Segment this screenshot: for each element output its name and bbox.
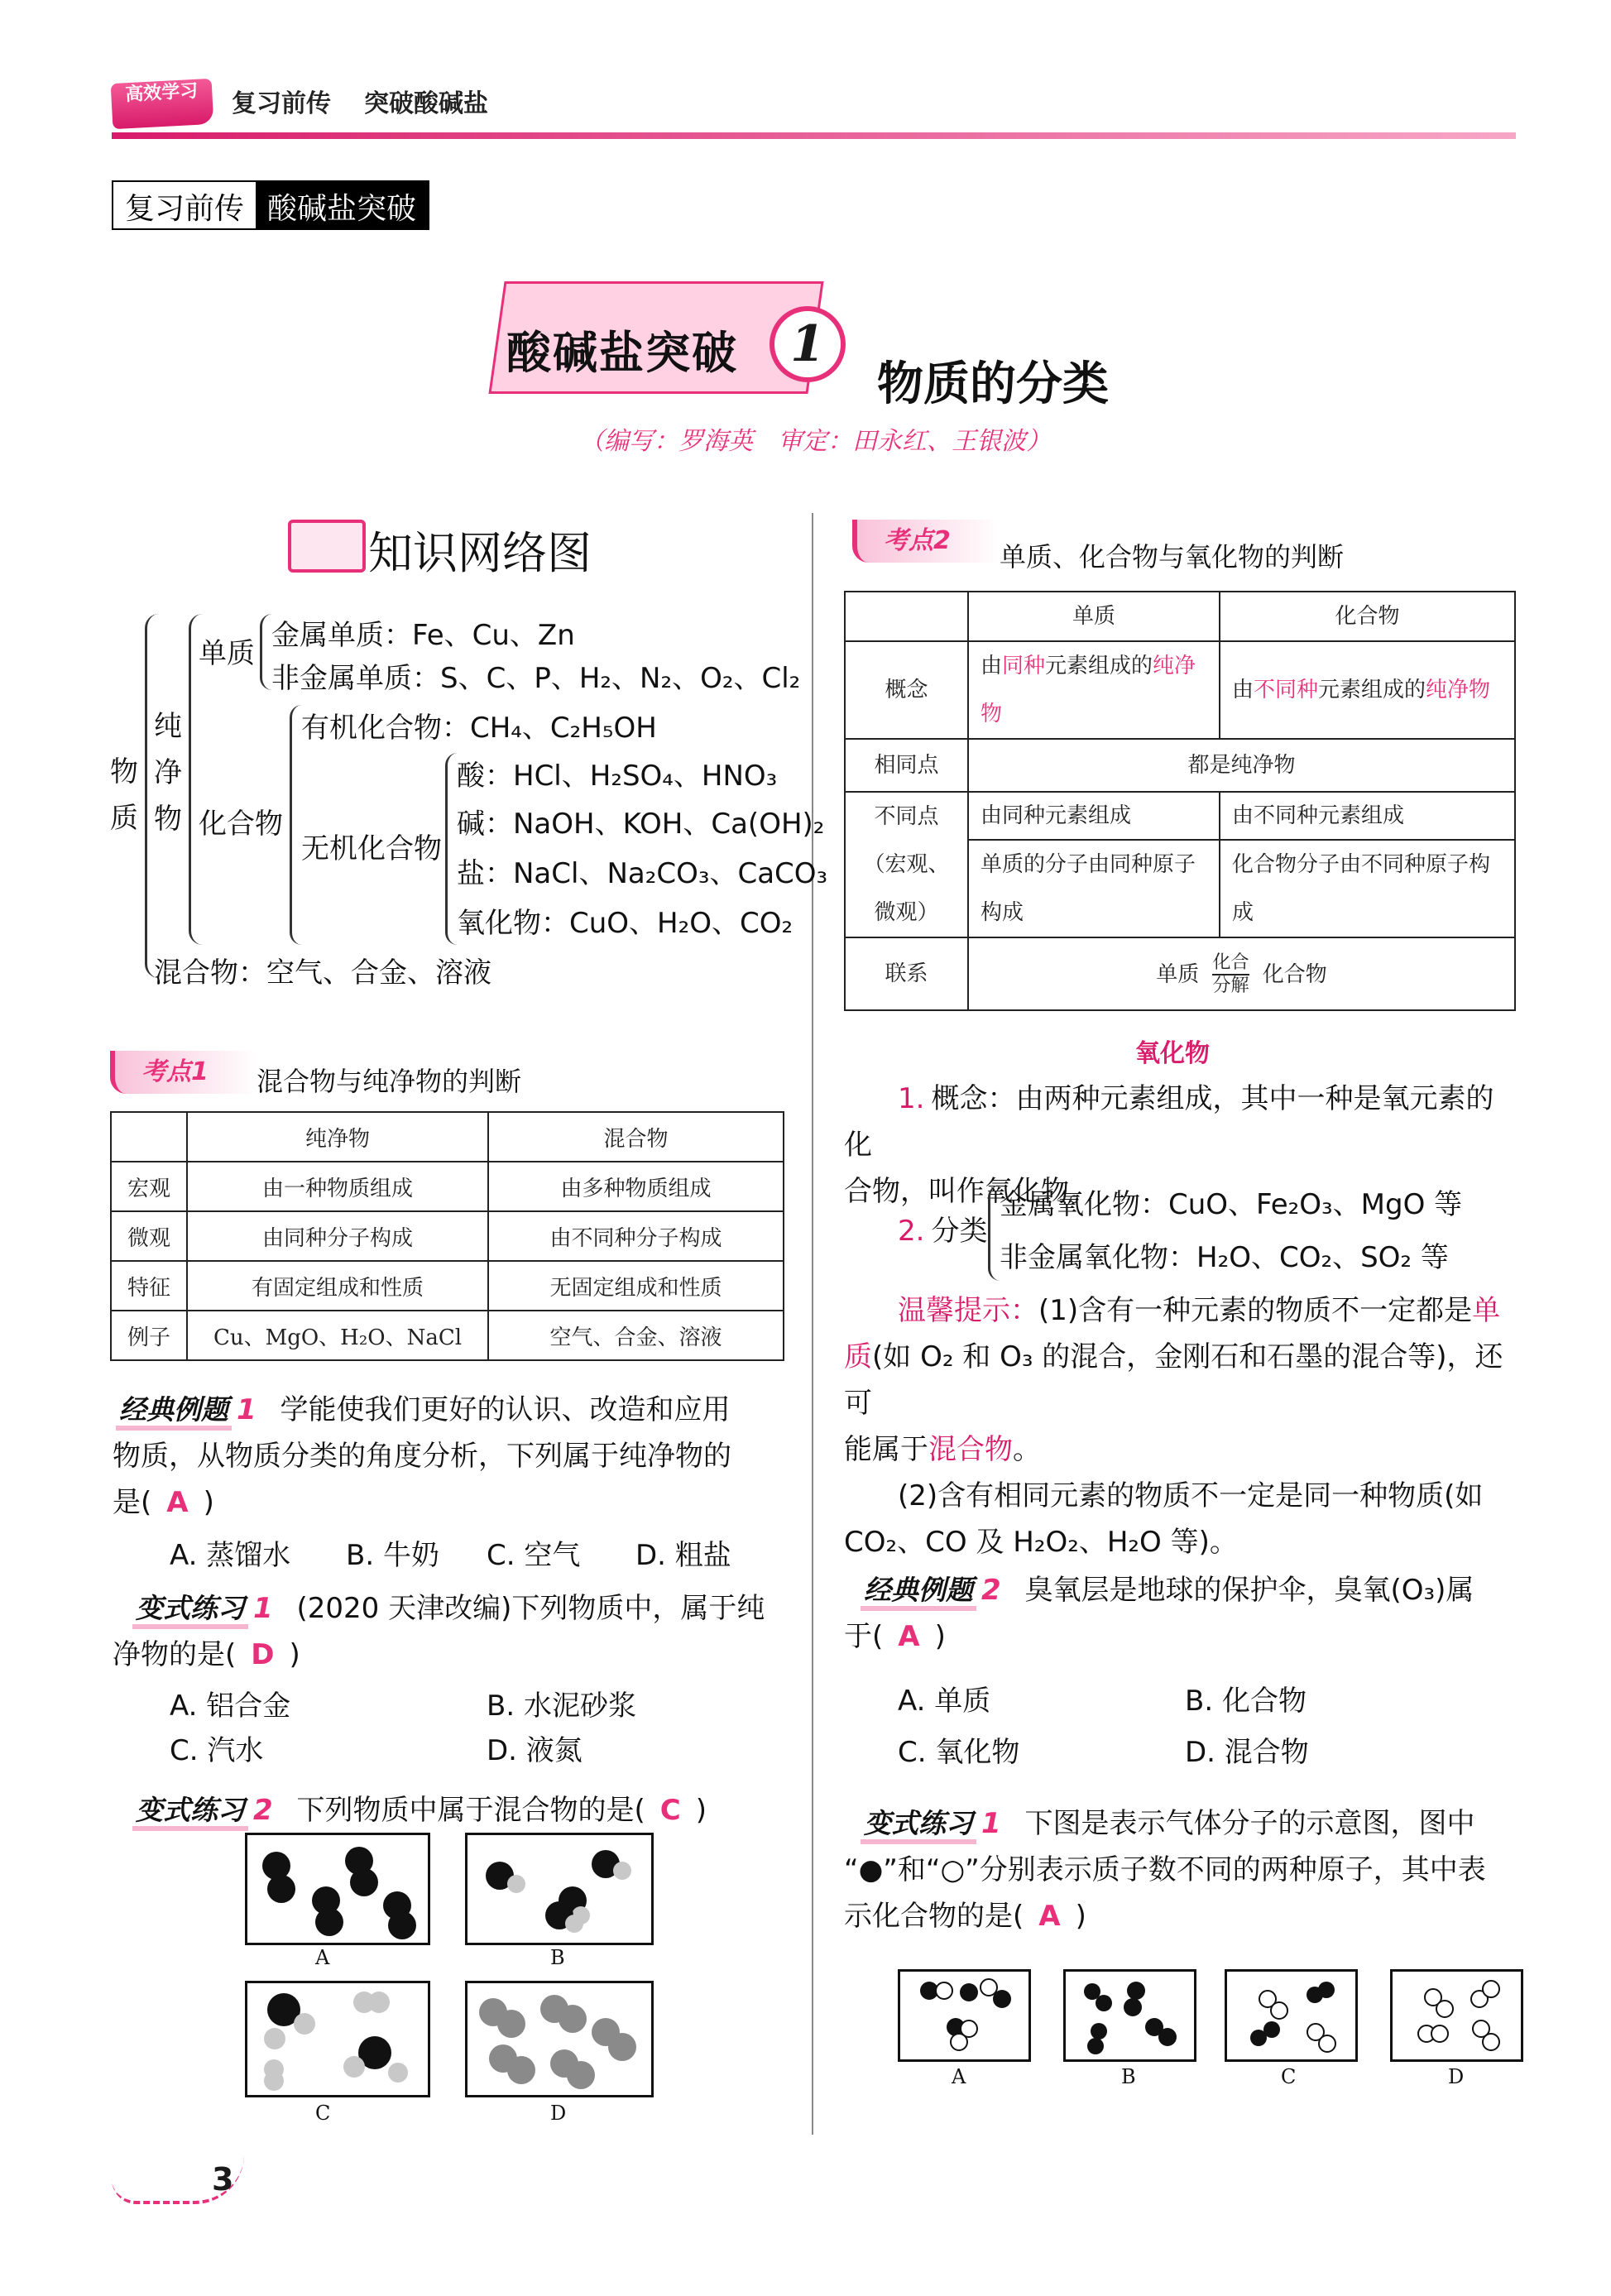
black-atom (1263, 2021, 1280, 2038)
km-brace-compound (290, 705, 302, 945)
practice2-label-b: B (550, 1946, 565, 1969)
concept-text: 元素组成的 (1045, 654, 1153, 678)
black-atom (350, 1868, 378, 1896)
oxide-tip (844, 1287, 1518, 1565)
oxide-classify (898, 1208, 987, 1254)
example2-stem2b: ) (934, 1620, 946, 1653)
table-row (111, 1211, 784, 1261)
km-base: 碱：NaOH、KOH、Ca(OH)₂ (457, 808, 825, 841)
white-atom (1431, 2025, 1449, 2043)
tip-2b: (如 O₂ 和 O₃ 的混合，金刚石和石墨的混合等)，还可 (844, 1340, 1503, 1420)
practice2-box-a (245, 1833, 430, 1945)
example1-stem3a: 是( (113, 1486, 152, 1519)
km-pure: 纯净物 (154, 710, 182, 836)
example1-tag: 经典例题 (116, 1393, 232, 1431)
table-cell (111, 1112, 187, 1162)
practice3-box-c (1225, 1969, 1358, 2062)
concept-text: 元素组成的 (1318, 678, 1426, 702)
example2-num: 2 (981, 1574, 1001, 1607)
table-row (111, 1311, 784, 1360)
km-brace-simple (260, 614, 272, 690)
example1-option-a: A. 蒸馏水 (170, 1539, 291, 1572)
oxide-p1-a: 概念：由两种元素组成，其中一种是氧元素的化 (844, 1082, 1494, 1162)
example1-stem1: 学能使我们更好的认识、改造和应用 (280, 1393, 731, 1426)
example1-option-d: D. 粗盐 (635, 1539, 731, 1572)
table-cell: 宏观 (111, 1162, 187, 1211)
link-left: 单质 (1156, 961, 1200, 987)
practice2-label-a: A (315, 1946, 330, 1969)
grey-atom (294, 2013, 315, 2035)
km-mixture: 混合物：空气、合金、溶液 (154, 956, 491, 990)
table-cell: 单质的分子由同种原子构成 (968, 840, 1220, 937)
table-cell: 不同点（宏观、微观） (845, 792, 968, 937)
table-row (845, 792, 1515, 840)
oxide-brace (988, 1185, 1000, 1281)
header-crumb-1: 复习前传 (232, 89, 331, 118)
table-cell: 微观 (111, 1211, 187, 1261)
oxide-p1-b: 合物，叫作氧化物。 (844, 1175, 1097, 1208)
black-atom (1127, 1982, 1145, 2000)
table-row (845, 937, 1515, 1010)
practice3-answer: A (1038, 1900, 1061, 1933)
white-atom (1318, 2035, 1336, 2053)
practice3-box-a (898, 1969, 1031, 2062)
concept-keyword: 不同种 (1254, 678, 1319, 702)
concept-keyword: 同种 (1002, 654, 1046, 678)
practice2-box-b (465, 1833, 654, 1945)
practice3-box-d (1390, 1969, 1523, 2062)
black-atom (1318, 1982, 1335, 1998)
km-root: 物质 (110, 755, 138, 835)
practice3-label-d: D (1448, 2065, 1465, 2088)
table-cell: 都是纯净物 (968, 739, 1515, 792)
practice3-box-b (1063, 1969, 1196, 2062)
practice3-label-c: C (1281, 2065, 1297, 2088)
example1-stem2: 物质，从物质分类的角度分析，下列属于纯净物的 (113, 1440, 731, 1473)
practice1-option-a: A. 铝合金 (170, 1690, 291, 1723)
practice1-stem2a: 净物的是( (113, 1638, 237, 1671)
kaodian1-title: 混合物与纯净物的判断 (257, 1066, 522, 1097)
example2-answer: A (898, 1620, 920, 1653)
grey-atom (497, 2010, 525, 2038)
table-cell: 化合物分子由不同种原子构成 (1220, 840, 1515, 937)
tip-1a: (1)含有一种元素的物质不一定都是 (1038, 1294, 1473, 1327)
black-atom (1158, 2028, 1177, 2046)
practice2-box-c (245, 1981, 430, 2097)
link-top: 化合 (1212, 952, 1249, 975)
grey-atom (567, 2061, 595, 2089)
tip-4: (2)含有相同元素的物质不一定是同一种物质(如 (898, 1479, 1484, 1512)
example1-num: 1 (237, 1393, 257, 1426)
example2-option-c: C. 氧化物 (898, 1736, 1020, 1769)
table-cell (968, 641, 1220, 739)
practice3-num: 1 (981, 1807, 1001, 1840)
black-atom (1087, 2038, 1104, 2054)
km-metal-simple: 金属单质：Fe、Cu、Zn (271, 619, 575, 652)
title-number: 1 (770, 306, 846, 382)
black-atom (1091, 2023, 1107, 2040)
table-row (845, 641, 1515, 739)
km-salt: 盐：NaCl、Na₂CO₃、CaCO₃ (457, 857, 828, 890)
practice3-label-a: A (952, 2065, 966, 2088)
practice3-tag: 变式练习 (861, 1807, 976, 1844)
black-atom (1096, 1995, 1112, 2011)
km-oxide: 氧化物：CuO、H₂O、CO₂ (457, 907, 794, 940)
practice3-label-b: B (1121, 2065, 1136, 2088)
practice1-tag: 变式练习 (132, 1592, 248, 1629)
practice3 (844, 1800, 1518, 1939)
practice3-stem3b: ) (1075, 1900, 1086, 1933)
white-atom (1436, 2000, 1454, 2018)
white-atom (1482, 1980, 1500, 1998)
concept-keyword: 纯净物 (981, 654, 1196, 726)
practice2-label-d: D (550, 2102, 567, 2125)
white-atom (950, 2033, 968, 2051)
practice2-stem: 下列物质中属于混合物的是( (296, 1794, 645, 1827)
table-row (111, 1261, 784, 1311)
tip-3b: 混合物 (928, 1433, 1013, 1466)
table-cell: 特征 (111, 1261, 187, 1311)
kaodian2-title: 单质、化合物与氧化物的判断 (1000, 541, 1345, 573)
oxide-title: 氧化物 (1135, 1039, 1210, 1068)
section-label-right: 酸碱盐突破 (256, 182, 428, 228)
tip-1b: 单 (1472, 1294, 1501, 1327)
table-row (111, 1112, 784, 1162)
table-row (845, 592, 1515, 641)
column-divider (812, 513, 813, 2135)
section-label-left: 复习前传 (113, 182, 256, 228)
page-number: 3 (212, 2161, 234, 2198)
oxide-metal: 金属氧化物：CuO、Fe₂O₃、MgO 等 (1000, 1188, 1463, 1221)
tip-3a: 能属于 (844, 1433, 928, 1466)
practice2-label-c: C (315, 2102, 331, 2125)
tip-2a: 质 (844, 1340, 872, 1373)
oxide-p2-label: 分类 (931, 1215, 988, 1248)
km-organic: 有机化合物：CH₄、C₂H₅OH (301, 712, 657, 745)
table-cell: Cu、MgO、H₂O、NaCl (187, 1311, 488, 1360)
tip-3c: 。 (1013, 1433, 1041, 1466)
black-atom (960, 1983, 978, 2001)
grey-atom (264, 2071, 284, 2091)
grey-atom (608, 2033, 636, 2061)
table-cell: 由同种元素组成 (968, 792, 1220, 840)
table-cell: 联系 (845, 937, 968, 1010)
practice1-num: 1 (253, 1592, 273, 1625)
table-cell: 无固定组成和性质 (488, 1261, 784, 1311)
black-atom (267, 1875, 295, 1903)
tip-5: CO₂、CO 及 H₂O₂、H₂O 等)。 (844, 1526, 1238, 1559)
grey-atom (343, 2056, 365, 2078)
example1-stem3b: ) (203, 1486, 214, 1519)
page-title: 物质的分类 (877, 357, 1109, 411)
km-simple: 单质 (199, 637, 255, 670)
example2-option-a: A. 单质 (898, 1685, 991, 1718)
table-header: 混合物 (488, 1112, 784, 1162)
example2-option-b: B. 化合物 (1185, 1685, 1307, 1718)
practice1-option-d: D. 液氮 (487, 1734, 583, 1767)
table-row (845, 739, 1515, 792)
table-cell: 由不同种分子构成 (488, 1211, 784, 1261)
white-atom (1482, 2033, 1500, 2051)
example2-stem2a: 于( (844, 1620, 884, 1653)
table-cell: 概念 (845, 641, 968, 739)
practice2 (132, 1787, 786, 1833)
grey-atom (613, 1862, 631, 1880)
knowledge-map-title: 知识网络图 (368, 527, 592, 579)
table-cell: 由一种物质组成 (187, 1162, 488, 1211)
practice2-num: 2 (253, 1794, 273, 1827)
practice3-stem2: “●”和“○”分别表示质子数不同的两种原子，其中表 (844, 1853, 1486, 1886)
example1-option-c: C. 空气 (487, 1539, 581, 1572)
kaodian1-tag: 考点1 (110, 1051, 257, 1094)
practice1-option-b: B. 水泥砂浆 (487, 1690, 636, 1723)
km-brace-inorganic (445, 753, 458, 945)
black-atom (315, 1908, 343, 1936)
km-inorganic: 无机化合物 (301, 832, 442, 865)
practice1 (113, 1585, 786, 1678)
example2-stem1: 臭氧层是地球的保护伞，臭氧(O₃)属 (1024, 1574, 1474, 1607)
example1-option-b: B. 牛奶 (346, 1539, 439, 1572)
table-header: 单质 (968, 592, 1220, 641)
oxide-p2-num: 2. (898, 1215, 925, 1248)
table-row (111, 1162, 784, 1211)
black-atom (388, 1911, 416, 1939)
km-nonmetal-simple: 非金属单质：S、C、P、H₂、N₂、O₂、Cl₂ (271, 662, 801, 695)
practice1-option-c: C. 汽水 (170, 1734, 264, 1767)
table-cell: 由同种分子构成 (187, 1211, 488, 1261)
white-atom (1270, 2001, 1288, 2020)
table-cell: 相同点 (845, 739, 968, 792)
example2-tag: 经典例题 (861, 1574, 976, 1611)
table-header: 化合物 (1220, 592, 1515, 641)
practice1-answer: D (251, 1638, 275, 1671)
kaodian2-tag: 考点2 (852, 520, 1000, 563)
table-cell (968, 937, 1515, 1010)
tip-label: 温馨提示： (898, 1294, 1038, 1327)
example2 (844, 1567, 1518, 1660)
link-bottom: 分解 (1212, 975, 1249, 996)
grey-atom (388, 2063, 408, 2083)
grey-atom (565, 1915, 583, 1933)
practice3-stem1: 下图是表示气体分子的示意图，图中 (1024, 1807, 1475, 1840)
km-acid: 酸：HCl、H₂SO₄、HNO₃ (457, 760, 778, 793)
table-cell (1220, 641, 1515, 739)
practice1-stem2b: ) (289, 1638, 300, 1671)
concept-text: 由 (1232, 678, 1254, 702)
grey-atom (559, 2005, 587, 2033)
grey-atom (368, 1992, 390, 2013)
grey-atom (507, 1875, 525, 1893)
practice2-box-d (465, 1981, 654, 2097)
link-right: 化合物 (1262, 961, 1327, 987)
title-banner-text: 酸碱盐突破 (506, 327, 738, 379)
section-label (112, 180, 429, 230)
table-cell (845, 592, 968, 641)
header-badge: 高效学习 (111, 79, 214, 129)
table-cell: 例子 (111, 1311, 187, 1360)
practice1-stem1: (2020 天津改编)下列物质中，属于纯 (296, 1592, 765, 1625)
kaodian2-table (844, 591, 1516, 1011)
link-arrows (1212, 952, 1249, 997)
concept-text: 由 (981, 654, 1003, 678)
example2-option-d: D. 混合物 (1185, 1736, 1309, 1769)
table-cell: 由不同种元素组成 (1220, 792, 1515, 840)
table-cell: 由多种物质组成 (488, 1162, 784, 1211)
table-cell: 空气、合金、溶液 (488, 1311, 784, 1360)
oxide-p1-num: 1. (898, 1082, 925, 1115)
header-rule (112, 132, 1516, 139)
practice2-stem-end: ) (695, 1794, 707, 1827)
header-crumb-2: 突破酸碱盐 (364, 89, 488, 118)
concept-keyword: 纯净物 (1426, 678, 1491, 702)
km-compound: 化合物 (199, 808, 283, 841)
kaodian1-table (110, 1111, 784, 1361)
white-atom (935, 1982, 953, 2000)
grey-atom (264, 2028, 285, 2049)
grey-atom (507, 2056, 535, 2084)
computer-icon (288, 520, 366, 573)
practice2-answer: C (659, 1794, 681, 1827)
example1-answer: A (166, 1486, 189, 1519)
table-header: 纯净物 (187, 1112, 488, 1162)
black-atom (1124, 1998, 1142, 2016)
table-cell: 有固定组成和性质 (187, 1261, 488, 1311)
credits: （编写：罗海英 审定：田永红、王银波） (579, 427, 1051, 456)
practice2-tag: 变式练习 (132, 1794, 248, 1831)
practice3-stem3a: 示化合物的是( (844, 1900, 1024, 1933)
example1 (113, 1387, 786, 1526)
black-atom (993, 1990, 1011, 2008)
oxide-nonmetal: 非金属氧化物：H₂O、CO₂、SO₂ 等 (1000, 1241, 1449, 1274)
